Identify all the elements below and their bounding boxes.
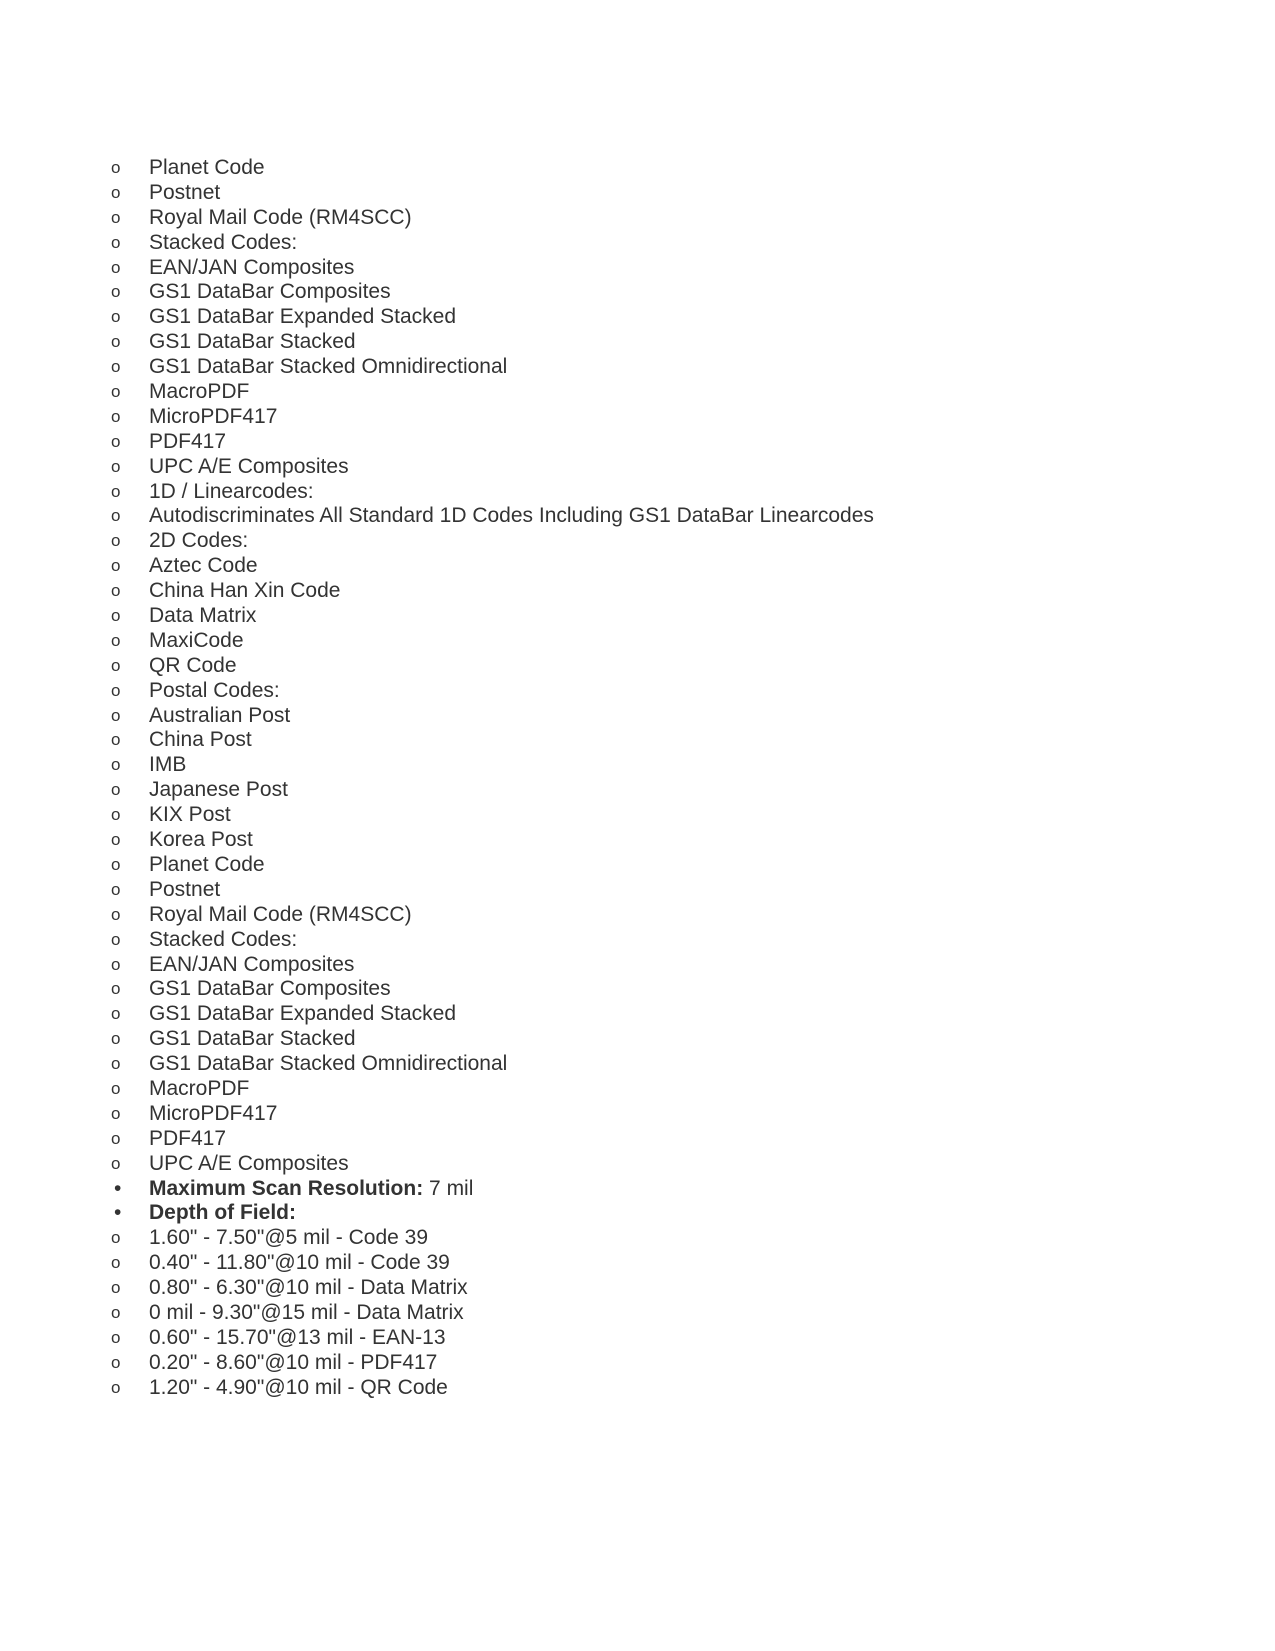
list-item: [0, 679, 1275, 704]
list-item-text: EAN/JAN Composites: [149, 255, 355, 279]
bullet-circle-icon: o: [111, 282, 121, 302]
bullet-circle-icon: o: [111, 1352, 121, 1372]
bullet-circle-icon: o: [111, 830, 121, 850]
list-item: [0, 1077, 1275, 1102]
list-item-text: Royal Mail Code (RM4SCC): [149, 205, 412, 229]
list-item: [0, 206, 1275, 231]
list-item-text: 0.80" - 6.30"@10 mil - Data Matrix: [149, 1276, 468, 1300]
bullet-circle-icon: o: [111, 307, 121, 327]
list-item-text: MacroPDF: [149, 1076, 250, 1100]
list-item: [0, 803, 1275, 828]
bullet-circle-icon: o: [111, 1153, 121, 1173]
list-item: [0, 529, 1275, 554]
list-item-text: PDF417: [149, 1126, 227, 1150]
list-item: [0, 330, 1275, 355]
list-item-text: GS1 DataBar Stacked: [149, 330, 356, 354]
list-item-text: UPC A/E Composites: [149, 454, 349, 478]
list-item-text: GS1 DataBar Expanded Stacked: [149, 305, 457, 329]
list-item-text: Autodiscriminates All Standard 1D Codes Including GS1 DataBar Linearcodes: [149, 504, 874, 528]
list-item: [0, 753, 1275, 778]
bullet-circle-icon: o: [111, 1278, 121, 1298]
bullet-disc-icon: •: [114, 1176, 122, 1200]
bullet-circle-icon: o: [111, 1078, 121, 1098]
list-item-text: 1.60" - 7.50"@5 mil - Code 39: [149, 1226, 429, 1250]
bullet-circle-icon: o: [111, 606, 121, 626]
bullet-circle-icon: o: [111, 630, 121, 650]
bullet-circle-icon: o: [111, 1253, 121, 1273]
list-item-text: GS1 DataBar Composites: [149, 280, 391, 304]
list-item: [0, 1301, 1275, 1326]
list-item-text: Royal Mail Code (RM4SCC): [149, 902, 412, 926]
bullet-circle-icon: o: [111, 755, 121, 775]
list-item-text: MacroPDF: [149, 380, 250, 404]
list-item-text: IMB: [149, 753, 187, 777]
list-item-text: MicroPDF417: [149, 1101, 278, 1125]
list-item: [0, 778, 1275, 803]
list-item: [0, 405, 1275, 430]
list-item: [0, 1276, 1275, 1301]
bullet-circle-icon: o: [111, 531, 121, 551]
bullet-circle-icon: o: [111, 158, 121, 177]
list-item: [0, 480, 1275, 505]
bullet-circle-icon: o: [111, 1228, 121, 1248]
list-item: [0, 1102, 1275, 1127]
list-item-text: GS1 DataBar Composites: [149, 977, 391, 1001]
list-item: [0, 1326, 1275, 1351]
list-item: [0, 1002, 1275, 1027]
list-item: [0, 604, 1275, 629]
list-item-text: Postnet: [149, 877, 221, 901]
bullet-circle-icon: o: [111, 506, 121, 526]
bullet-disc-icon: •: [114, 1201, 122, 1225]
bullet-circle-icon: o: [111, 705, 121, 725]
bullet-circle-icon: o: [111, 332, 121, 352]
bullet-circle-icon: o: [111, 257, 121, 277]
spec-label: Maximum Scan Resolution:: [149, 1176, 424, 1200]
bullet-circle-icon: o: [111, 182, 121, 202]
bullet-circle-icon: o: [111, 854, 121, 874]
list-item: [0, 554, 1275, 579]
bullet-circle-icon: o: [111, 1302, 121, 1322]
list-item-text: 0 mil - 9.30"@15 mil - Data Matrix: [149, 1300, 464, 1324]
list-item: [0, 504, 1275, 529]
list-item: [0, 156, 1275, 181]
list-item-text: Planet Code: [149, 156, 265, 179]
list-item: [0, 1127, 1275, 1152]
list-item-text: 1.20" - 4.90"@10 mil - QR Code: [149, 1375, 448, 1399]
bullet-circle-icon: o: [111, 1029, 121, 1049]
bullet-circle-icon: o: [111, 655, 121, 675]
bullet-circle-icon: o: [111, 456, 121, 476]
list-item: [0, 579, 1275, 604]
list-item: [0, 1152, 1275, 1177]
list-item-text: GS1 DataBar Stacked Omnidirectional: [149, 1052, 508, 1076]
list-item: [0, 1226, 1275, 1251]
bullet-circle-icon: o: [111, 954, 121, 974]
bullet-circle-icon: o: [111, 232, 121, 252]
list-item: [0, 928, 1275, 953]
bullet-circle-icon: o: [111, 207, 121, 227]
list-item: [0, 380, 1275, 405]
bullet-circle-icon: o: [111, 406, 121, 426]
list-item-text: Postnet: [149, 180, 221, 204]
list-item: [0, 654, 1275, 679]
list-item: [0, 977, 1275, 1002]
bullet-circle-icon: o: [111, 680, 121, 700]
spec-list: [0, 156, 1275, 1401]
bullet-circle-icon: o: [111, 382, 121, 402]
list-item: [0, 1251, 1275, 1276]
bullet-circle-icon: o: [111, 929, 121, 949]
list-item: [0, 455, 1275, 480]
list-item: [0, 280, 1275, 305]
list-item: [0, 728, 1275, 753]
list-item-text: [149, 1177, 473, 1202]
list-item-text: 0.40" - 11.80"@10 mil - Code 39: [149, 1251, 450, 1275]
bullet-circle-icon: o: [111, 1128, 121, 1148]
bullet-circle-icon: o: [111, 1377, 121, 1397]
list-item: [0, 853, 1275, 878]
list-item-text: GS1 DataBar Stacked Omnidirectional: [149, 355, 508, 379]
list-item: [0, 828, 1275, 853]
list-item: [0, 256, 1275, 281]
list-item-text: PDF417: [149, 429, 227, 453]
bullet-circle-icon: o: [111, 1054, 121, 1074]
list-item-text: KIX Post: [149, 803, 231, 827]
list-item: [0, 704, 1275, 729]
list-item: [0, 1351, 1275, 1376]
list-item: [0, 430, 1275, 455]
list-item-text: 2D Codes:: [149, 529, 249, 553]
list-item-text: Stacked Codes:: [149, 927, 298, 951]
bullet-circle-icon: o: [111, 904, 121, 924]
list-item-text: Aztec Code: [149, 554, 258, 578]
list-item-text: China Post: [149, 728, 252, 752]
list-item-text: EAN/JAN Composites: [149, 952, 355, 976]
spec-label: Depth of Field:: [149, 1201, 296, 1225]
list-item: [0, 903, 1275, 928]
bullet-circle-icon: o: [111, 431, 121, 451]
list-item: [0, 878, 1275, 903]
list-item: [0, 1376, 1275, 1401]
list-item: [0, 629, 1275, 654]
list-item-text: Postal Codes:: [149, 678, 280, 702]
list-item: [0, 1177, 1275, 1202]
list-item-text: Data Matrix: [149, 604, 257, 628]
list-item-text: 0.60" - 15.70"@13 mil - EAN-13: [149, 1325, 446, 1349]
bullet-circle-icon: o: [111, 556, 121, 576]
list-item-text: MaxiCode: [149, 628, 244, 652]
list-item: [0, 953, 1275, 978]
list-item-text: UPC A/E Composites: [149, 1151, 349, 1175]
list-item-text: Korea Post: [149, 828, 253, 852]
list-item: [0, 355, 1275, 380]
list-item: [0, 1052, 1275, 1077]
bullet-circle-icon: o: [111, 805, 121, 825]
list-item-text: MicroPDF417: [149, 404, 278, 428]
bullet-circle-icon: o: [111, 481, 121, 501]
bullet-circle-icon: o: [111, 1327, 121, 1347]
list-item: [0, 305, 1275, 330]
list-item-text: Stacked Codes:: [149, 230, 298, 254]
bullet-circle-icon: o: [111, 979, 121, 999]
bullet-circle-icon: o: [111, 879, 121, 899]
list-item: [0, 231, 1275, 256]
list-item-text: 0.20" - 8.60"@10 mil - PDF417: [149, 1350, 438, 1374]
list-item-text: Australian Post: [149, 703, 291, 727]
bullet-circle-icon: o: [111, 780, 121, 800]
list-item-text: 1D / Linearcodes:: [149, 479, 314, 503]
list-item-text: GS1 DataBar Expanded Stacked: [149, 1002, 457, 1026]
list-item: [0, 1201, 1275, 1226]
list-item-text: China Han Xin Code: [149, 579, 341, 603]
list-item: [0, 1027, 1275, 1052]
list-item-text: GS1 DataBar Stacked: [149, 1027, 356, 1051]
bullet-circle-icon: o: [111, 1004, 121, 1024]
list-item-text: Planet Code: [149, 852, 265, 876]
list-item-text: [149, 1201, 296, 1226]
bullet-circle-icon: o: [111, 581, 121, 601]
bullet-circle-icon: o: [111, 1103, 121, 1123]
list-item-text: Japanese Post: [149, 778, 288, 802]
bullet-circle-icon: o: [111, 730, 121, 750]
spec-value: 7 mil: [423, 1176, 474, 1200]
list-item-text: QR Code: [149, 653, 237, 677]
bullet-circle-icon: o: [111, 357, 121, 377]
list-item: [0, 181, 1275, 206]
